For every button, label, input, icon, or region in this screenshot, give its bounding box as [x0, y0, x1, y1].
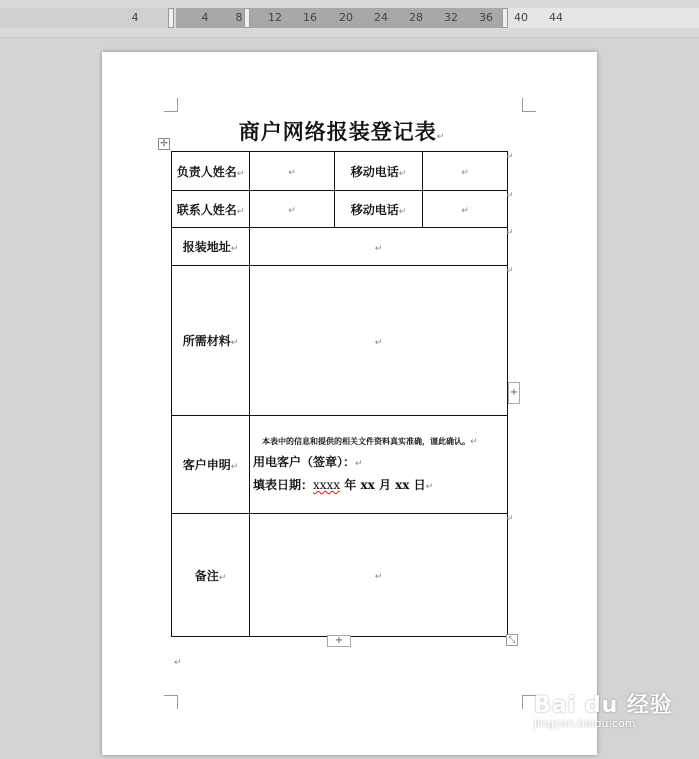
table-row-contact [172, 191, 508, 228]
ruler-right-margin [508, 8, 699, 28]
ruler-label: 16 [303, 11, 317, 24]
ruler-label: 8 [235, 11, 243, 24]
materials-label[interactable]: 所需材料↵ [172, 266, 250, 416]
contact-name-cell[interactable]: ↵ [250, 191, 335, 228]
address-cell[interactable]: ↵ [250, 228, 508, 266]
document-page[interactable] [102, 52, 597, 755]
declaration-cell[interactable] [250, 416, 508, 514]
ruler-label: 12 [268, 11, 282, 24]
row-end-mark: ↵ [506, 228, 514, 238]
margin-corner-top-right [522, 98, 536, 112]
fill-date-line: 填表日期：xxxx 年 xx 月 xx 日↵ [253, 478, 434, 492]
document-title[interactable] [162, 116, 522, 146]
remarks-label[interactable]: 备注↵ [172, 514, 250, 637]
owner-phone-label[interactable]: 移动电话↵ [335, 152, 423, 191]
table-resize-icon[interactable]: ⤡ [506, 634, 518, 646]
document-title-text: 商户网络报装登记表 [238, 119, 437, 144]
spellcheck-underlined-text: xxxx [313, 478, 341, 492]
contact-name-label[interactable]: 联系人姓名↵ [172, 191, 250, 228]
ruler-label: 40 [514, 11, 528, 24]
materials-cell[interactable]: ↵ [250, 266, 508, 416]
right-indent-marker[interactable] [502, 8, 508, 28]
paragraph-mark: ↵ [174, 658, 182, 668]
table-row-remarks [172, 514, 508, 637]
paragraph-mark: ↵ [436, 132, 446, 142]
margin-corner-bottom-left [164, 695, 178, 709]
address-label[interactable]: 报装地址↵ [172, 228, 250, 266]
table-row-declaration [172, 416, 508, 514]
insert-row-button[interactable]: + [327, 635, 351, 647]
ruler-label: 28 [409, 11, 423, 24]
ruler-label: 44 [549, 11, 563, 24]
table-row-address [172, 228, 508, 266]
contact-phone-label[interactable]: 移动电话↵ [335, 191, 423, 228]
watermark-url: jingyan.baidu.com [534, 717, 636, 730]
ruler-label: 32 [444, 11, 458, 24]
row-end-mark: ↵ [506, 514, 514, 524]
baidu-jingyan-watermark [534, 688, 673, 730]
owner-phone-cell[interactable]: ↵ [423, 152, 508, 191]
ruler-label: 20 [339, 11, 353, 24]
row-end-mark: ↵ [506, 152, 514, 162]
row-end-mark: ↵ [506, 191, 514, 201]
table-row-materials [172, 266, 508, 416]
ruler-label: 4 [131, 11, 139, 24]
contact-phone-cell[interactable]: ↵ [423, 191, 508, 228]
remarks-cell[interactable]: ↵ [250, 514, 508, 637]
row-end-mark: ↵ [506, 266, 514, 276]
ruler-label: 24 [374, 11, 388, 24]
margin-corner-top-left [164, 98, 178, 112]
watermark-logo: Bai du 经验 [534, 693, 673, 718]
ruler-label: 36 [479, 11, 493, 24]
declaration-label[interactable]: 客户申明↵ [172, 416, 250, 514]
left-indent-marker[interactable] [168, 8, 174, 28]
insert-column-button[interactable]: + [508, 382, 520, 404]
owner-name-cell[interactable]: ↵ [250, 152, 335, 191]
ruler-left-margin [0, 8, 172, 28]
registration-form-table[interactable] [171, 151, 508, 637]
table-row-owner [172, 152, 508, 191]
horizontal-ruler[interactable] [0, 0, 699, 38]
column-marker[interactable] [244, 8, 250, 28]
owner-name-label[interactable]: 负责人姓名↵ [172, 152, 250, 191]
signature-line: 用电客户（签章）：↵ [253, 455, 363, 469]
table-move-handle-icon[interactable]: ✢ [158, 138, 170, 150]
ruler-label: 4 [201, 11, 209, 24]
declaration-statement: 本表中的信息和提供的相关文件资料真实准确，谨此确认。↵ [262, 436, 478, 447]
